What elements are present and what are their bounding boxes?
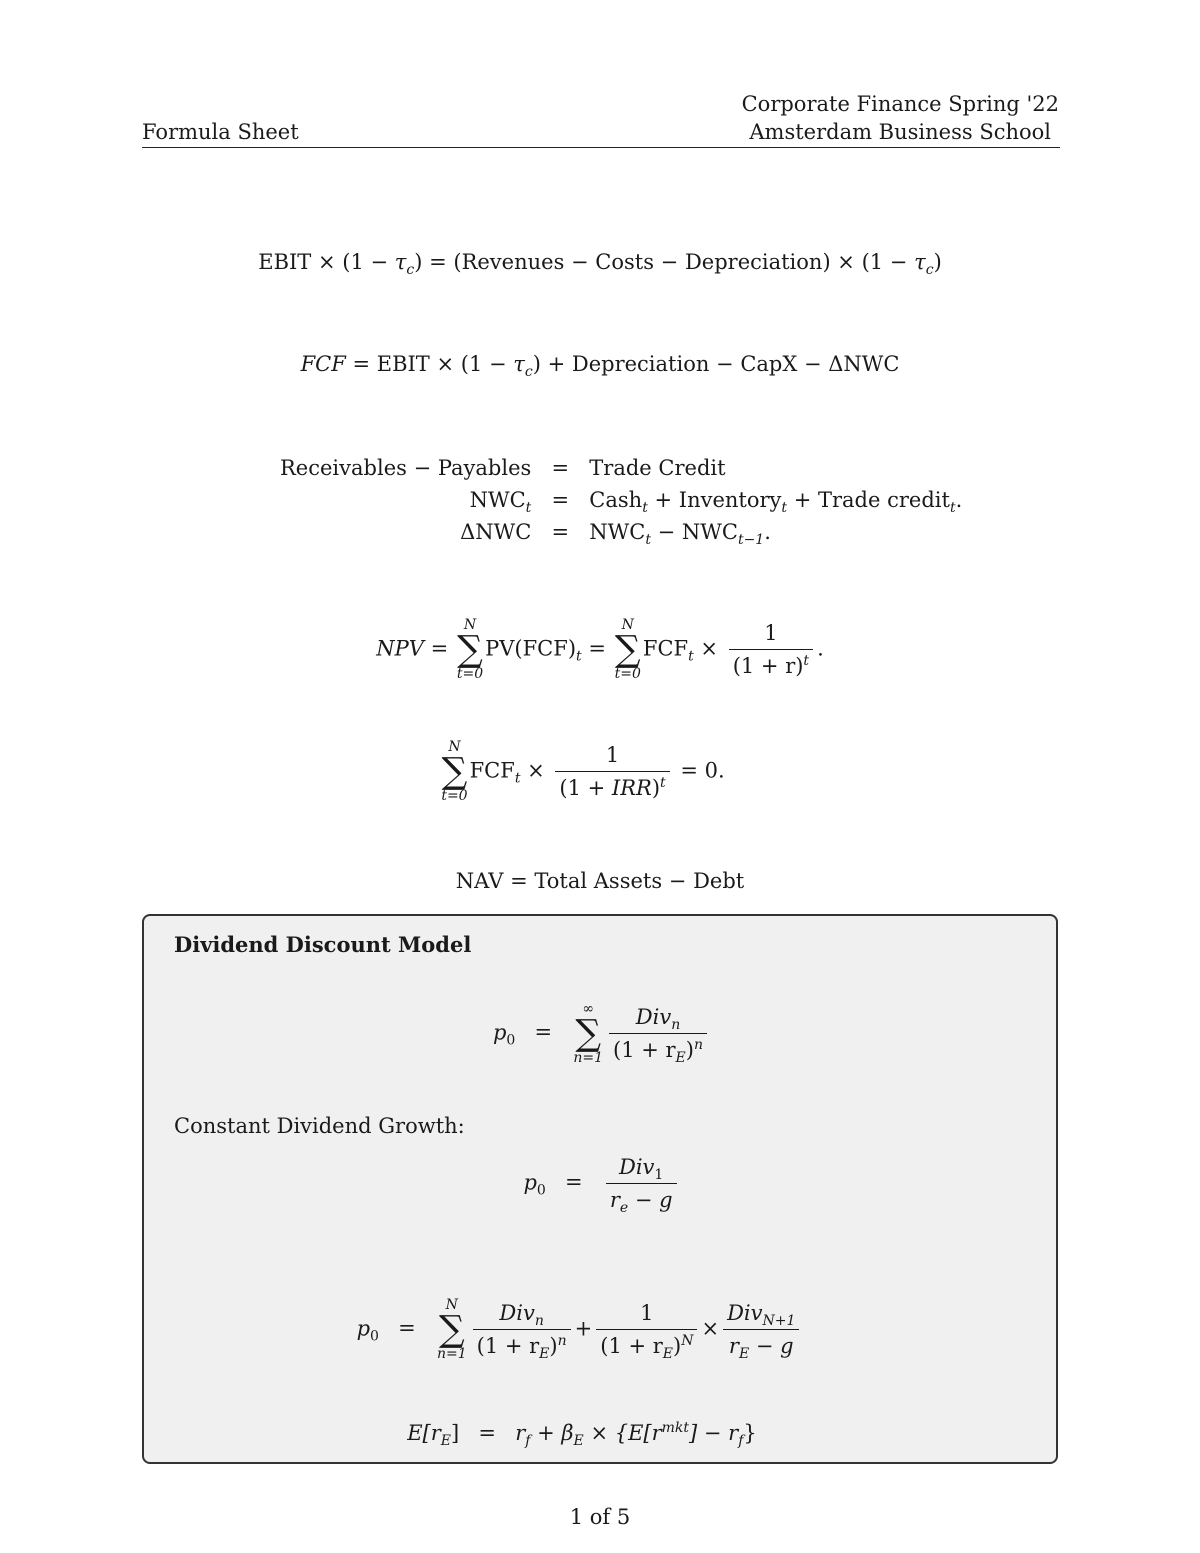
table-row (280, 516, 962, 548)
inventory-label: + Inventory (647, 488, 782, 512)
header-rule (142, 147, 1060, 148)
table-row (280, 484, 962, 516)
nwc-label: NWC (589, 520, 646, 544)
sup-mkt: mkt (661, 1420, 690, 1436)
eq-sign: = (565, 1170, 583, 1195)
ebit-label: EBIT (258, 250, 312, 274)
sub-e: E (662, 1346, 674, 1363)
p-symbol: p (492, 1020, 507, 1045)
summation (573, 1002, 603, 1066)
p-symbol: p (356, 1316, 371, 1341)
den-close: ) (673, 1334, 682, 1359)
ddm-box (142, 914, 1058, 1464)
den-base: (1 + r) (732, 654, 804, 679)
den-open: (1 + (559, 776, 612, 801)
sub-t: t (514, 770, 521, 787)
sub-c: c (406, 262, 415, 279)
sub-t: t (688, 648, 694, 665)
summation (441, 740, 467, 804)
numerator: 1 (729, 620, 813, 650)
sub-0: 0 (536, 1182, 546, 1199)
nav-equation: NAV = Total Assets − Debt (455, 869, 745, 893)
exp-t: t (803, 653, 810, 670)
denominator (723, 1330, 799, 1363)
p-symbol: p (523, 1170, 537, 1195)
row-lhs: Receivables − Payables (280, 456, 532, 480)
row-rhs: Cash$_t$ + Inventory$_t$ + Trade credit$_t$. (589, 488, 963, 517)
irr-equation (0, 740, 1182, 804)
header-left-title: Formula Sheet (142, 120, 299, 144)
constant-growth-label: Constant Dividend Growth: (174, 1114, 465, 1138)
sigma-symbol: ∑ (438, 1308, 465, 1350)
sum-upper: N (448, 739, 461, 755)
div-symbol: Div (635, 1005, 672, 1030)
eq-sign: = (534, 1020, 553, 1045)
sub-e: E (539, 1346, 550, 1363)
exp-n: n (557, 1333, 567, 1350)
sigma-symbol: ∑ (441, 750, 468, 792)
page-number: 1 of 5 (569, 1505, 631, 1529)
denominator (473, 1330, 571, 1363)
gordon-fraction (606, 1154, 677, 1217)
div-symbol: Div (727, 1301, 763, 1326)
sub-t: t (645, 532, 651, 549)
times: × (693, 636, 725, 661)
eq-sign: = (551, 520, 570, 544)
minus-rf: ] − r (689, 1421, 739, 1445)
numerator (473, 1300, 571, 1330)
den-open: (1 + r (600, 1334, 663, 1359)
sum-lower: t=0 (456, 665, 484, 682)
sum-lower: n=1 (436, 1345, 467, 1362)
beta-symbol: + β (530, 1421, 574, 1445)
irr-symbol: IRR (611, 776, 652, 801)
sub-t: t (642, 500, 648, 517)
sub-e: e (619, 1200, 629, 1217)
sigma-symbol: ∑ (575, 1012, 602, 1054)
ebit-label: EBIT (376, 352, 430, 376)
row-rhs: Trade Credit (589, 456, 726, 480)
den-close: ) (651, 776, 661, 801)
sub-e: E (675, 1050, 686, 1067)
sub-t: t (576, 648, 582, 665)
div-symbol: Div (619, 1155, 655, 1179)
sum-lower: t=0 (441, 787, 468, 804)
summation (457, 618, 483, 682)
ebit-part2: ) = (Revenues − Costs − Depreciation) × (1 − (414, 250, 915, 274)
sum-lower: t=0 (614, 665, 641, 682)
eq-sign: = (398, 1316, 416, 1341)
tau-symbol: τ (513, 352, 525, 376)
ebit-part3: ) (933, 250, 942, 274)
discount-fraction (729, 620, 813, 680)
fcf-equation (0, 352, 1200, 381)
sub-1: 1 (654, 1167, 664, 1184)
numerator (606, 1154, 677, 1184)
fcf-part1: × (1 − (429, 352, 514, 376)
sigma-symbol: ∑ (614, 628, 641, 670)
fcf-label: FCF (469, 758, 515, 783)
fcf-label: FCF (642, 636, 689, 661)
equals: = (345, 352, 377, 376)
npv-label: NPV (376, 636, 424, 661)
numerator (609, 1004, 707, 1034)
denominator (729, 650, 813, 679)
sub-t: t (949, 500, 956, 517)
sub-n: n (671, 1017, 681, 1034)
summation (437, 1298, 467, 1362)
sub-e: E (573, 1433, 584, 1450)
den-open: (1 + r (613, 1038, 676, 1063)
eq-sign: = (478, 1421, 496, 1445)
tau-symbol: τ (914, 250, 926, 274)
r-symbol: r (515, 1421, 526, 1445)
numerator: 1 (596, 1300, 697, 1330)
discount-fraction (596, 1300, 697, 1363)
nwc-minus: − NWC (650, 520, 738, 544)
plus: + (574, 1316, 593, 1341)
capm-equation (124, 1420, 1040, 1450)
tau-symbol: τ (394, 250, 407, 274)
div-symbol: Div (499, 1301, 535, 1326)
r-symbol: r (728, 1334, 739, 1359)
pv-fcf: PV(FCF) (485, 636, 577, 661)
sub-n-plus-1: N+1 (762, 1313, 796, 1330)
dividend-fraction (473, 1300, 571, 1363)
eq-sign: = (551, 456, 570, 480)
sub-f: f (525, 1433, 531, 1450)
row-rhs: $NWC_t - NWC_{t-1}$. (589, 520, 771, 549)
sum-lower: n=1 (573, 1049, 603, 1066)
exp-N: N (681, 1333, 694, 1350)
denominator (596, 1330, 697, 1363)
ddm-general-equation (144, 1002, 1060, 1066)
sum-upper: N (445, 1297, 458, 1313)
expected-return: E[r (407, 1421, 441, 1445)
irr-fraction (555, 742, 669, 802)
sub-t: t (781, 500, 788, 517)
eq-sign: = (551, 488, 570, 512)
sub-c: c (524, 364, 533, 381)
minus-g: − g (749, 1334, 794, 1359)
trade-credit-block (280, 452, 962, 548)
equals: = (581, 636, 613, 661)
ddm-title: Dividend Discount Model (174, 932, 472, 957)
ddm-fraction (609, 1004, 707, 1067)
denominator (609, 1034, 707, 1067)
denominator (555, 772, 669, 801)
times: × (701, 1316, 720, 1341)
den-close: ) (685, 1038, 694, 1063)
brace-close: } (743, 1421, 757, 1445)
trade-credit-label: + Trade credit (787, 488, 950, 512)
exp-n: n (693, 1037, 704, 1054)
exp-t: t (660, 775, 666, 792)
row-lhs (280, 484, 531, 516)
sigma-symbol: ∑ (457, 628, 483, 670)
sub-c: c (925, 262, 934, 279)
den-open: (1 + r (476, 1334, 540, 1359)
summation (615, 618, 641, 682)
sub-0: 0 (370, 1328, 379, 1345)
period: . (817, 636, 824, 661)
cash-label: Cash (589, 488, 643, 512)
terminal-fraction (723, 1300, 799, 1363)
ddm-constant-growth-equation (144, 1154, 1060, 1217)
table-row (280, 452, 962, 484)
sub-f: f (738, 1433, 744, 1450)
sub-t-minus-1: t−1 (737, 532, 765, 549)
sub-t: t (525, 500, 532, 517)
npv-equation (0, 618, 1200, 682)
sum-upper: N (621, 617, 634, 633)
equals: = (423, 636, 455, 661)
sub-n: n (534, 1313, 544, 1330)
nwc-label: NWC (469, 488, 526, 512)
fcf-label: FCF (300, 352, 346, 376)
numerator (723, 1300, 799, 1330)
bracket-close: ] (451, 1421, 460, 1445)
fcf-part2: ) + Depreciation − CapX − ΔNWC (532, 352, 900, 376)
row-lhs: ΔNWC (460, 520, 532, 544)
sum-upper: ∞ (582, 1001, 594, 1017)
times: × (520, 758, 552, 783)
numerator: 1 (555, 742, 669, 772)
irr-rhs: = 0. (673, 758, 725, 783)
header-school: Amsterdam Business School (749, 120, 1051, 144)
header-course: Corporate Finance Spring '22 (741, 92, 1059, 116)
sub-e: E (738, 1346, 750, 1363)
denominator (606, 1184, 677, 1217)
ddm-terminal-value-equation (122, 1298, 1038, 1362)
market-term: × {E[r (583, 1421, 662, 1445)
sub-e: E (440, 1433, 451, 1450)
ebit-part1: × (1 − (311, 250, 395, 274)
sub-0: 0 (506, 1032, 516, 1049)
den-close: ) (549, 1334, 558, 1359)
ebit-equation (0, 250, 1200, 279)
minus-g: − g (628, 1188, 673, 1213)
r-symbol: r (609, 1188, 620, 1213)
sum-upper: N (463, 617, 477, 633)
